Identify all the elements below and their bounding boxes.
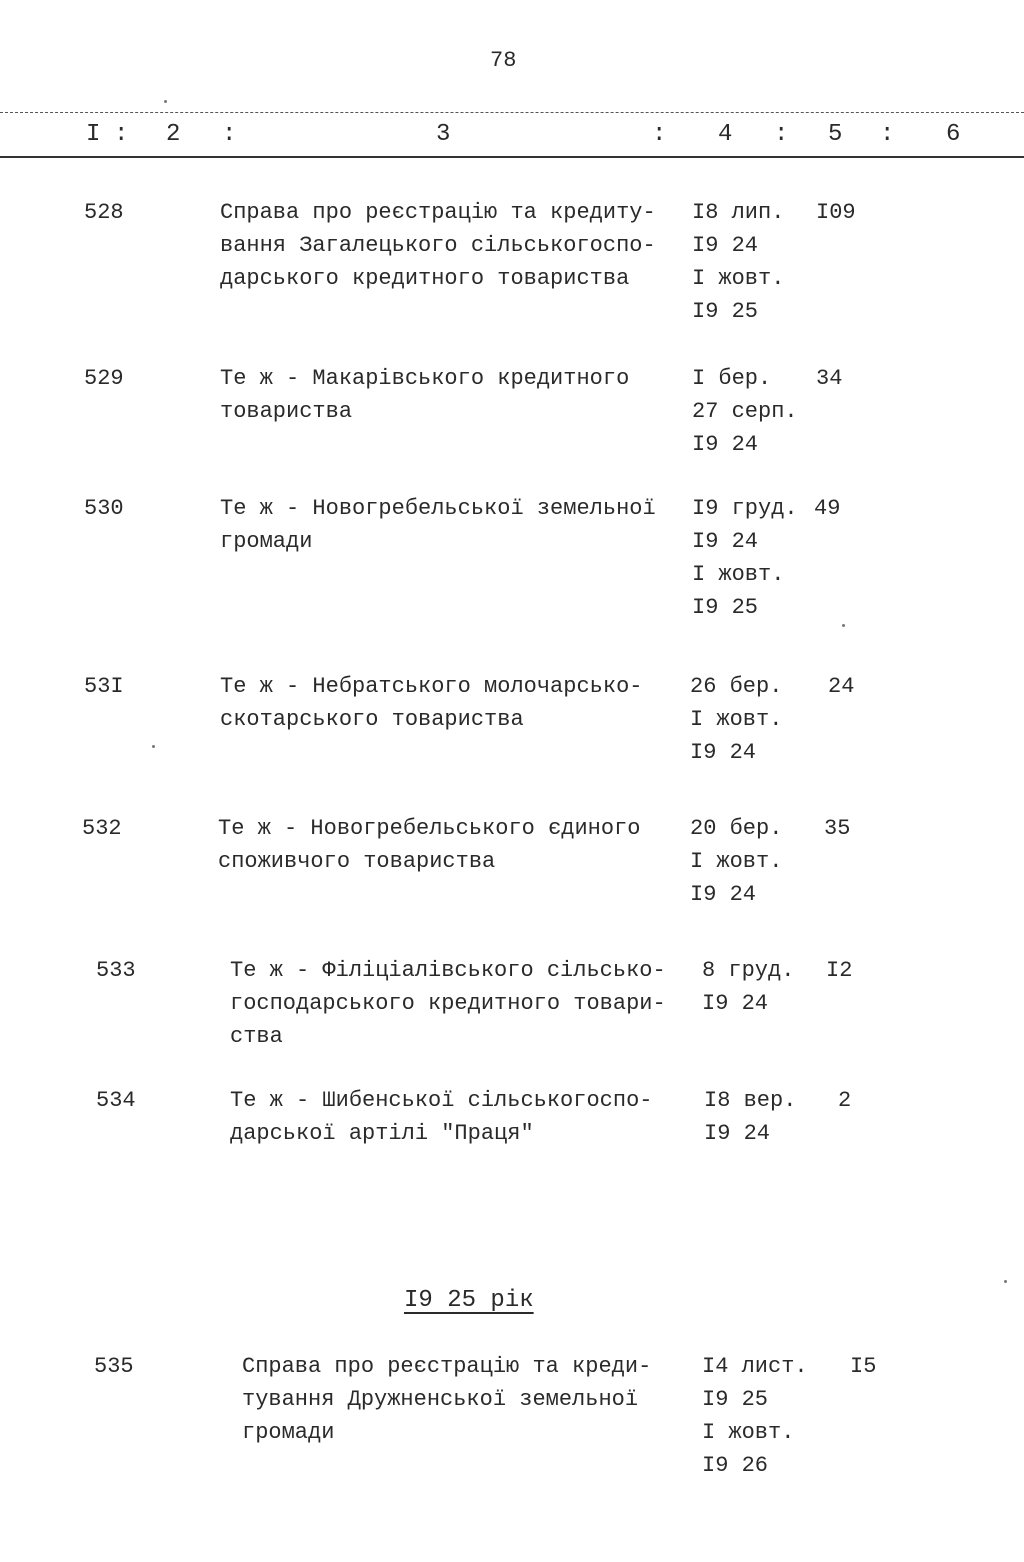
column-header-2: 2 bbox=[166, 121, 181, 148]
entry-dates bbox=[690, 670, 782, 769]
date-line: I бер. bbox=[692, 366, 772, 391]
date-line: 20 бер. bbox=[690, 816, 783, 841]
description-line: дарського кредитного товариства bbox=[220, 266, 630, 291]
date-line: 8 груд. bbox=[702, 958, 795, 983]
date-line: I9 25 bbox=[702, 1387, 769, 1412]
entry-description bbox=[230, 954, 666, 1053]
scan-speck bbox=[1004, 1280, 1007, 1283]
column-header-1: I bbox=[86, 121, 101, 148]
description-line: Те ж - Новогребельського єдиного bbox=[218, 816, 641, 841]
date-line: I8 лип. bbox=[692, 200, 785, 225]
page-number: 78 bbox=[490, 48, 517, 73]
description-line: споживчого товариства bbox=[218, 849, 496, 874]
entry-dates bbox=[692, 492, 798, 624]
column-separator: : bbox=[114, 121, 129, 148]
scan-speck bbox=[152, 745, 155, 748]
column-separator: : bbox=[222, 121, 237, 148]
entry-sheets: 34 bbox=[816, 366, 843, 391]
column-separator: : bbox=[774, 121, 789, 148]
scan-speck bbox=[842, 624, 845, 627]
date-line: I4 лист. bbox=[702, 1354, 808, 1379]
entry-number: 530 bbox=[84, 496, 124, 521]
entry-dates bbox=[704, 1084, 796, 1150]
description-line: Те ж - Шибенської сільськогоспо- bbox=[230, 1088, 653, 1113]
entry-dates bbox=[692, 362, 798, 461]
entry-description bbox=[218, 812, 640, 878]
entry-description bbox=[220, 492, 656, 558]
entry-sheets: 24 bbox=[828, 674, 855, 699]
entry-dates bbox=[690, 812, 782, 911]
date-line: I9 24 bbox=[692, 529, 759, 554]
description-line: господарського кредитного товари- bbox=[230, 991, 666, 1016]
entry-dates bbox=[702, 1350, 808, 1482]
entry-number: 535 bbox=[94, 1354, 134, 1379]
entry-sheets: I5 bbox=[850, 1354, 877, 1379]
date-line: I жовт. bbox=[692, 266, 785, 291]
description-line: Справа про реєстрацію та креди- bbox=[242, 1354, 652, 1379]
header-top-rule bbox=[0, 112, 1024, 113]
column-header-5: 5 bbox=[828, 121, 843, 148]
entry-number: 533 bbox=[96, 958, 136, 983]
entry-sheets: 35 bbox=[824, 816, 851, 841]
date-line: 26 бер. bbox=[690, 674, 783, 699]
entry-sheets: 2 bbox=[838, 1088, 852, 1113]
header-bottom-rule bbox=[0, 156, 1024, 158]
description-line: громади bbox=[242, 1420, 335, 1445]
date-line: I9 24 bbox=[702, 991, 769, 1016]
date-line: I9 25 bbox=[692, 299, 759, 324]
description-line: скотарського товариства bbox=[220, 707, 524, 732]
entry-description bbox=[230, 1084, 652, 1150]
scan-speck bbox=[164, 100, 167, 103]
column-separator: : bbox=[652, 121, 667, 148]
description-line: Те ж - Макарівського кредитного bbox=[220, 366, 630, 391]
year-heading: I9 25 рік bbox=[404, 1287, 534, 1314]
date-line: I9 26 bbox=[702, 1453, 769, 1478]
entry-description bbox=[242, 1350, 651, 1449]
description-line: Справа про реєстрацію та кредиту- bbox=[220, 200, 656, 225]
date-line: I жовт. bbox=[690, 849, 783, 874]
description-line: Те ж - Філіціалівського сільсько- bbox=[230, 958, 666, 983]
entry-description bbox=[220, 362, 629, 428]
date-line: 27 серп. bbox=[692, 399, 798, 424]
date-line: I9 24 bbox=[704, 1121, 771, 1146]
column-header-6: 6 bbox=[946, 121, 961, 148]
date-line: I9 25 bbox=[692, 595, 759, 620]
entry-description bbox=[220, 670, 642, 736]
entry-sheets: I2 bbox=[826, 958, 853, 983]
description-line: Те ж - Новогребельської земельної bbox=[220, 496, 656, 521]
entry-description bbox=[220, 196, 656, 295]
entry-sheets: I09 bbox=[816, 200, 856, 225]
description-line: громади bbox=[220, 529, 313, 554]
date-line: I9 24 bbox=[690, 882, 757, 907]
description-line: тування Дружненської земельної bbox=[242, 1387, 639, 1412]
entry-dates bbox=[702, 954, 794, 1020]
entry-number: 534 bbox=[96, 1088, 136, 1113]
date-line: I9 груд. bbox=[692, 496, 798, 521]
column-separator: : bbox=[880, 121, 895, 148]
column-header-4: 4 bbox=[718, 121, 733, 148]
date-line: I9 24 bbox=[692, 233, 759, 258]
date-line: I9 24 bbox=[692, 432, 759, 457]
description-line: ства bbox=[230, 1024, 283, 1049]
description-line: Те ж - Небратського молочарсько- bbox=[220, 674, 643, 699]
entry-number: 532 bbox=[82, 816, 122, 841]
description-line: вання Загалецького сільськогоспо- bbox=[220, 233, 656, 258]
date-line: I жовт. bbox=[690, 707, 783, 732]
column-header-3: 3 bbox=[436, 121, 451, 148]
entry-number: 528 bbox=[84, 200, 124, 225]
date-line: I9 24 bbox=[690, 740, 757, 765]
entry-number: 529 bbox=[84, 366, 124, 391]
entry-dates bbox=[692, 196, 784, 328]
date-line: I жовт. bbox=[692, 562, 785, 587]
entry-number: 53I bbox=[84, 674, 124, 699]
entry-sheets: 49 bbox=[814, 496, 841, 521]
description-line: товариства bbox=[220, 399, 353, 424]
date-line: I8 вер. bbox=[704, 1088, 797, 1113]
description-line: дарської артілі "Праця" bbox=[230, 1121, 534, 1146]
date-line: I жовт. bbox=[702, 1420, 795, 1445]
